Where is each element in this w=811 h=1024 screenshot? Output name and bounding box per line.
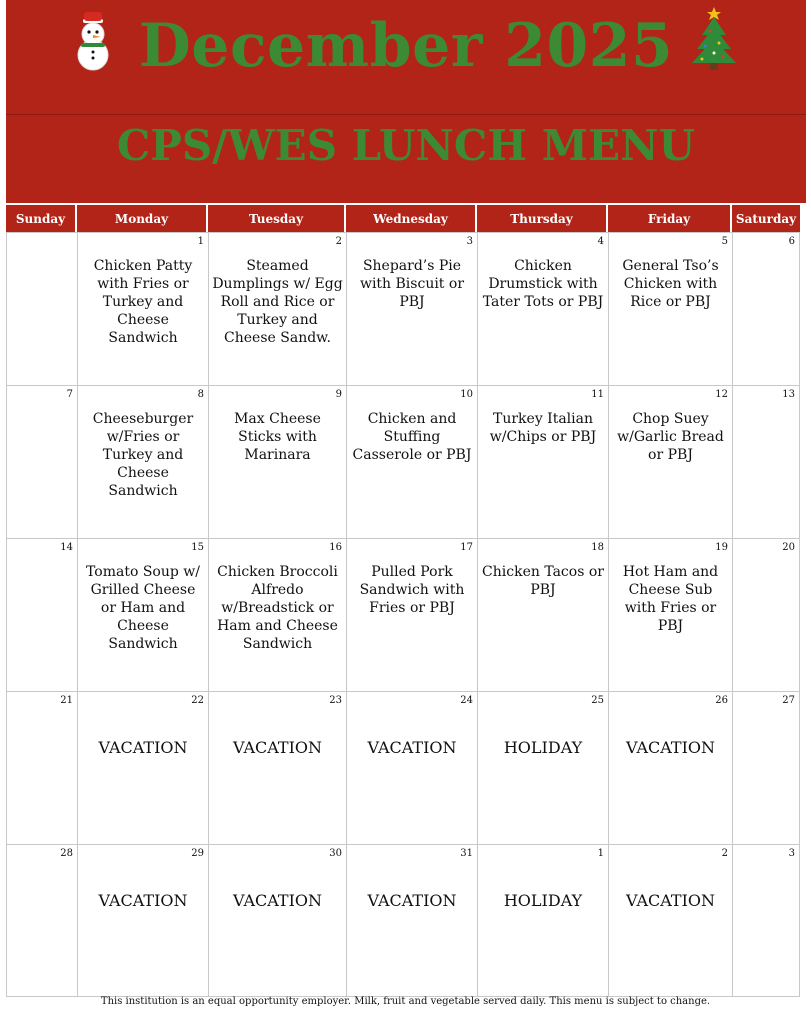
day-number: 1	[597, 848, 604, 859]
calendar-week-row	[6, 691, 800, 844]
weekday-friday: Friday	[608, 205, 732, 232]
weekday-saturday: Saturday	[732, 205, 800, 232]
calendar-day-cell	[608, 232, 732, 385]
weekday-header-row	[6, 205, 800, 232]
calendar-day-cell	[732, 844, 800, 997]
calendar-day-cell	[208, 844, 346, 997]
calendar-day-cell	[477, 691, 608, 844]
meal-text: Cheeseburger w/Fries or Turkey and Cheese Sandwich	[92, 411, 194, 499]
day-number: 29	[191, 848, 204, 859]
day-number: 21	[60, 695, 73, 706]
day-number: 24	[460, 695, 473, 706]
day-number: 2	[335, 236, 342, 247]
calendar-grid	[6, 205, 800, 997]
calendar-day-cell	[608, 385, 732, 538]
calendar-week-row	[6, 538, 800, 691]
day-number: 18	[591, 542, 604, 553]
calendar-day-cell	[6, 691, 77, 844]
day-number: 19	[715, 542, 728, 553]
day-number: 28	[60, 848, 73, 859]
calendar-day-cell	[77, 232, 208, 385]
day-number: 9	[335, 389, 342, 400]
meal-text: Max Cheese Sticks with Marinara	[234, 411, 321, 463]
meal-text: Steamed Dumplings w/ Egg Roll and Rice or Turkey and Cheese Sandw.	[212, 258, 343, 346]
weekday-thursday: Thursday	[477, 205, 608, 232]
meal-text: Hot Ham and Cheese Sub with Fries or PBJ	[622, 564, 719, 634]
calendar-week-row	[6, 844, 800, 997]
day-number: 1	[197, 236, 204, 247]
christmas-tree-icon	[690, 5, 738, 71]
meal-text: Chicken Drumstick with Tater Tots or PBJ	[482, 258, 604, 310]
day-number: 4	[597, 236, 604, 247]
calendar-day-cell	[346, 691, 477, 844]
weekday-sunday: Sunday	[6, 205, 77, 232]
meal-text: Pulled Pork Sandwich with Fries or PBJ	[359, 564, 465, 616]
day-number: 25	[591, 695, 604, 706]
day-number: 16	[329, 542, 342, 553]
meal-text: Chop Suey w/Garlic Bread or PBJ	[617, 411, 724, 463]
calendar-day-cell	[608, 691, 732, 844]
calendar-day-cell	[477, 538, 608, 691]
calendar-day-cell	[477, 232, 608, 385]
day-number: 15	[191, 542, 204, 553]
day-number: 7	[66, 389, 73, 400]
day-number: 22	[191, 695, 204, 706]
day-number: 2	[721, 848, 728, 859]
calendar-day-cell	[208, 385, 346, 538]
meal-text: Tomato Soup w/ Grilled Cheese or Ham and Cheese Sandwich	[86, 564, 200, 652]
calendar-day-cell	[208, 538, 346, 691]
calendar-day-cell	[732, 691, 800, 844]
meal-text: VACATION	[367, 891, 457, 910]
meal-text: Chicken Patty with Fries or Turkey and Cheese Sandwich	[93, 258, 193, 346]
calendar-day-cell	[732, 232, 800, 385]
meal-text: VACATION	[98, 891, 188, 910]
calendar-day-cell	[6, 385, 77, 538]
day-number: 26	[715, 695, 728, 706]
calendar-day-cell	[208, 691, 346, 844]
header-banner	[6, 0, 806, 203]
meal-text: General Tso’s Chicken with Rice or PBJ	[622, 258, 719, 310]
calendar-day-cell	[6, 232, 77, 385]
calendar-week-row	[6, 385, 800, 538]
calendar-day-cell	[346, 232, 477, 385]
calendar-day-cell	[77, 538, 208, 691]
calendar-day-cell	[608, 538, 732, 691]
meal-text: VACATION	[98, 738, 188, 757]
meal-text: Turkey Italian w/Chips or PBJ	[489, 411, 597, 445]
meal-text: VACATION	[625, 891, 716, 910]
meal-text: HOLIDAY	[503, 891, 583, 910]
calendar-day-cell	[77, 691, 208, 844]
day-number: 3	[466, 236, 473, 247]
day-number: 10	[460, 389, 473, 400]
meal-text: VACATION	[232, 891, 323, 910]
calendar-day-cell	[346, 844, 477, 997]
calendar-day-cell	[732, 385, 800, 538]
day-number: 17	[460, 542, 473, 553]
banner-divider	[6, 114, 806, 115]
calendar-day-cell	[77, 844, 208, 997]
calendar-day-cell	[346, 538, 477, 691]
day-number: 27	[782, 695, 795, 706]
meal-text: VACATION	[232, 738, 323, 757]
calendar-day-cell	[477, 385, 608, 538]
calendar-day-cell	[77, 385, 208, 538]
meal-text: VACATION	[625, 738, 716, 757]
menu-title: CPS/WES LUNCH MENU	[116, 121, 696, 170]
meal-text: Chicken and Stuffing Casserole or PBJ	[352, 411, 472, 463]
day-number: 14	[60, 542, 73, 553]
day-number: 30	[329, 848, 342, 859]
meal-text: Chicken Tacos or PBJ	[482, 564, 604, 598]
day-number: 12	[715, 389, 728, 400]
meal-text: HOLIDAY	[503, 738, 583, 757]
calendar-week-row	[6, 232, 800, 385]
meal-text: Chicken Broccoli Alfredo w/Breadstick or Ham and Cheese Sandwich	[217, 564, 338, 652]
day-number: 13	[782, 389, 795, 400]
day-number: 23	[329, 695, 342, 706]
weekday-tuesday: Tuesday	[208, 205, 346, 232]
day-number: 11	[591, 389, 604, 400]
day-number: 31	[460, 848, 473, 859]
day-number: 20	[782, 542, 795, 553]
footer-note: This institution is an equal opportunity employer. Milk, fruit and vegetable served daily. This menu is subject to change.	[100, 996, 711, 1007]
calendar-day-cell	[608, 844, 732, 997]
day-number: 8	[197, 389, 204, 400]
calendar-day-cell	[732, 538, 800, 691]
meal-text: Shepard’s Pie with Biscuit or PBJ	[359, 258, 465, 310]
weekday-wednesday: Wednesday	[346, 205, 477, 232]
calendar-day-cell	[208, 232, 346, 385]
calendar-day-cell	[346, 385, 477, 538]
month-title: December 2025	[138, 11, 674, 81]
calendar-day-cell	[6, 538, 77, 691]
calendar-day-cell	[6, 844, 77, 997]
snowman-icon	[72, 10, 114, 72]
day-number: 6	[788, 236, 795, 247]
calendar-day-cell	[477, 844, 608, 997]
meal-text: VACATION	[367, 738, 457, 757]
day-number: 5	[721, 236, 728, 247]
day-number: 3	[788, 848, 795, 859]
weekday-monday: Monday	[77, 205, 208, 232]
